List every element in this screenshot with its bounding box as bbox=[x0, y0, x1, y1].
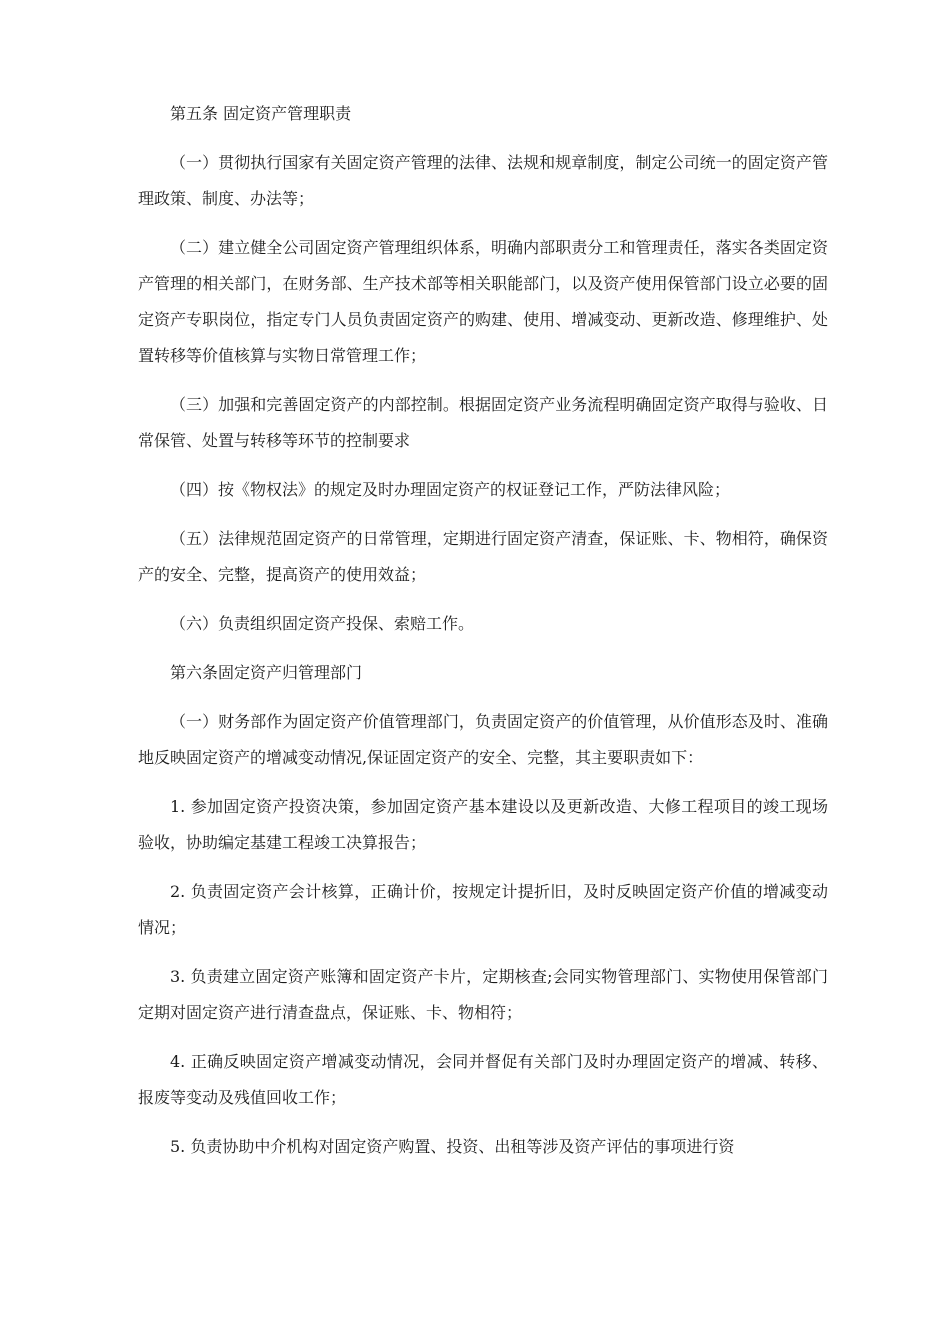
article-5-item-5: （五）法律规范固定资产的日常管理，定期进行固定资产清查，保证账、卡、物相符，确保资产的安全、完整，提高资产的使用效益； bbox=[138, 529, 828, 584]
article-6-item-3: 3. 负责建立固定资产账簿和固定资产卡片，定期核查;会同实物管理部门、实物使用保管部门定期对固定资产进行清查盘点，保证账、卡、物相符； bbox=[138, 967, 828, 1022]
article-6-item-2: 2. 负责固定资产会计核算，正确计价，按规定计提折旧，及时反映固定资产价值的增减变动情况； bbox=[138, 882, 828, 937]
article-5-item-4: （四）按《物权法》的规定及时办理固定资产的权证登记工作，严防法律风险； bbox=[170, 480, 731, 499]
article-5-item-6: （六）负责组织固定资产投保、索赔工作。 bbox=[170, 614, 475, 633]
article-6-item-4: 4. 正确反映固定资产增减变动情况，会同并督促有关部门及时办理固定资产的增减、转移、报废等变动及残值回收工作； bbox=[138, 1052, 828, 1107]
article-6-intro: （一）财务部作为固定资产价值管理部门，负责固定资产的价值管理，从价值形态及时、准确地反映固定资产的增减变动情况,保证固定资产的安全、完整，其主要职责如下： bbox=[138, 712, 828, 767]
article-6-heading: 第六条固定资产归管理部门 bbox=[170, 663, 363, 682]
document-body bbox=[138, 96, 828, 1178]
article-5-heading: 第五条 固定资产管理职责 bbox=[170, 104, 352, 123]
article-5-item-3: （三）加强和完善固定资产的内部控制。根据固定资产业务流程明确固定资产取得与验收、日常保管、处置与转移等环节的控制要求 bbox=[138, 395, 828, 450]
article-6-item-5: 5. 负责协助中介机构对固定资产购置、投资、出租等涉及资产评估的事项进行资 bbox=[170, 1137, 735, 1156]
article-6-item-1: 1. 参加固定资产投资决策，参加固定资产基本建设以及更新改造、大修工程项目的竣工现场验收，协助编定基建工程竣工决算报告； bbox=[138, 797, 828, 852]
article-5-item-2: （二）建立健全公司固定资产管理组织体系，明确内部职责分工和管理责任，落实各类固定资产管理的相关部门，在财务部、生产技术部等相关职能部门，以及资产使用保管部门设立必要的固定资产专职岗位，指定专门人员负责固定资产的购建、使用、增减变动、更新改造、修理维护、处置转移等价值核算与实物日常管理工作； bbox=[138, 238, 828, 365]
article-5-item-1: （一）贯彻执行国家有关固定资产管理的法律、法规和规章制度，制定公司统一的固定资产管理政策、制度、办法等； bbox=[138, 153, 828, 208]
